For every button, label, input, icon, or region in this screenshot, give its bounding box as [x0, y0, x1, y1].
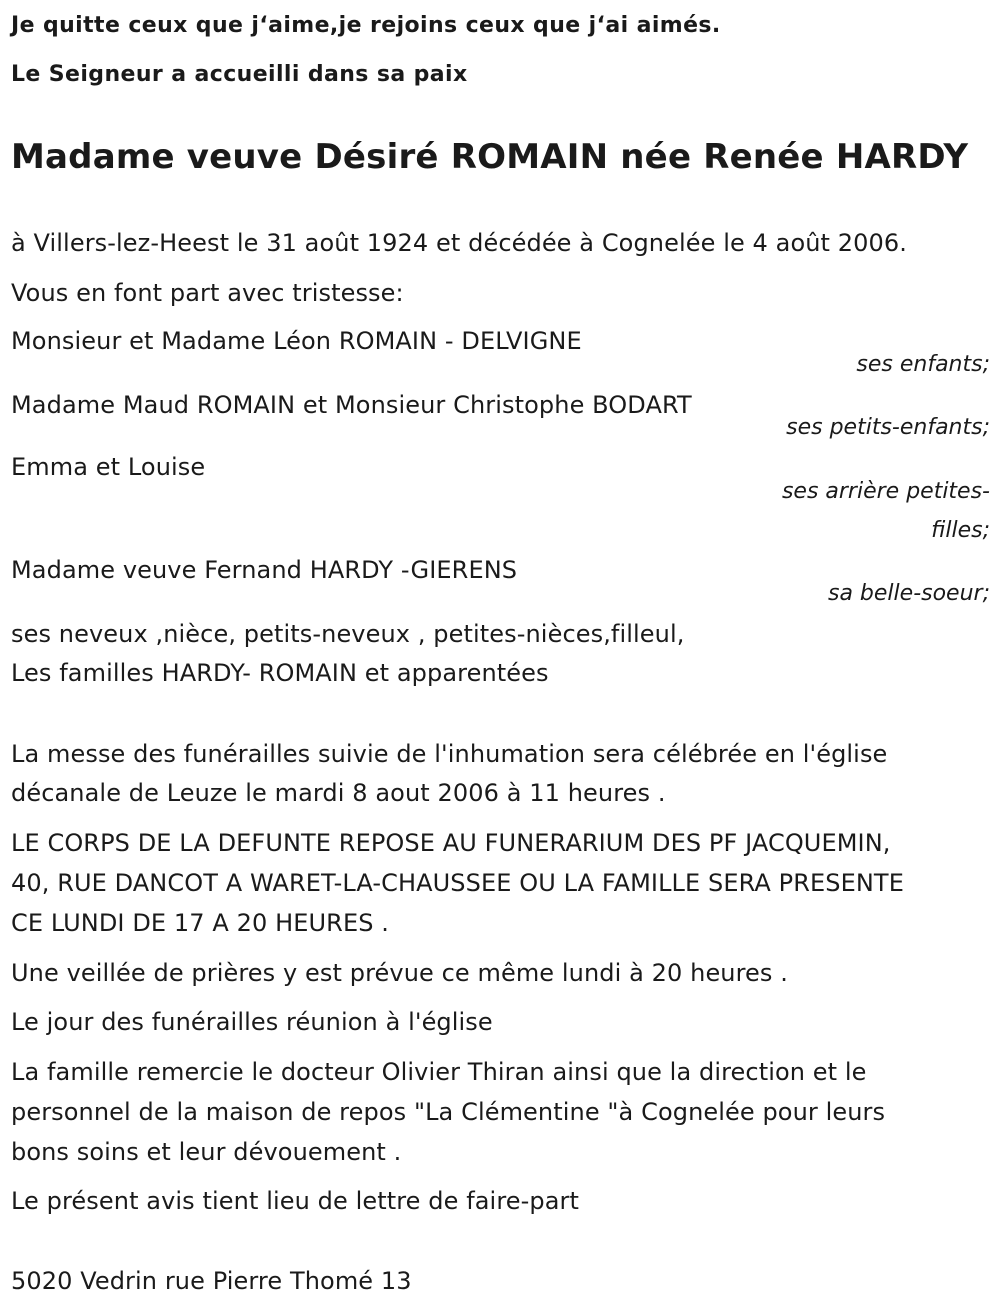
- family-member-grandchildren: Madame Maud ROMAIN et Monsieur Christophe BODART: [11, 391, 692, 419]
- epigraph-line-1: Je quitte ceux que j‘aime,je rejoins ceux que j‘ai aimés.: [11, 13, 721, 38]
- relation-great-grandchildren-line-2: filles;: [931, 518, 990, 543]
- others-line-1: ses neveux ,nièce, petits-neveux , petites-nièces,filleul,: [11, 620, 685, 648]
- family-member-sister-in-law: Madame veuve Fernand HARDY -GIERENS: [11, 556, 518, 584]
- body-rest-line-3: CE LUNDI DE 17 A 20 HEURES .: [11, 909, 389, 937]
- funeral-mass-line-2: décanale de Leuze le mardi 8 aout 2006 à 11 heures .: [11, 779, 666, 807]
- relation-grandchildren: ses petits-enfants;: [786, 415, 990, 440]
- thanks-line-2: personnel de la maison de repos "La Clémentine "à Cognelée pour leurs: [11, 1098, 886, 1126]
- family-member-children: Monsieur et Madame Léon ROMAIN - DELVIGNE: [11, 327, 582, 355]
- relation-sister-in-law: sa belle-soeur;: [828, 581, 990, 606]
- meeting-line: Le jour des funérailles réunion à l'église: [11, 1008, 493, 1036]
- address-line: 5020 Vedrin rue Pierre Thomé 13: [11, 1267, 412, 1295]
- body-rest-line-2: 40, RUE DANCOT A WARET-LA-CHAUSSEE OU LA FAMILLE SERA PRESENTE: [11, 869, 904, 897]
- family-member-great-grandchildren: Emma et Louise: [11, 453, 206, 481]
- deceased-name: Madame veuve Désiré ROMAIN née Renée HARDY: [11, 137, 969, 177]
- relation-children: ses enfants;: [856, 352, 990, 377]
- funeral-mass-line-1: La messe des funérailles suivie de l'inhumation sera célébrée en l'église: [11, 740, 888, 768]
- vigil-line: Une veillée de prières y est prévue ce même lundi à 20 heures .: [11, 959, 788, 987]
- relation-great-grandchildren-line-1: ses arrière petites-: [781, 479, 990, 504]
- thanks-line-3: bons soins et leur dévouement .: [11, 1138, 402, 1166]
- others-line-2: Les familles HARDY- ROMAIN et apparentées: [11, 659, 549, 687]
- body-rest-line-1: LE CORPS DE LA DEFUNTE REPOSE AU FUNERARIUM DES PF JACQUEMIN,: [11, 829, 891, 857]
- thanks-line-1: La famille remercie le docteur Olivier Thiran ainsi que la direction et le: [11, 1058, 867, 1086]
- epigraph-line-2: Le Seigneur a accueilli dans sa paix: [11, 62, 468, 87]
- announcement-intro: Vous en font part avec tristesse:: [11, 279, 404, 307]
- notice-line: Le présent avis tient lieu de lettre de faire-part: [11, 1187, 580, 1215]
- birth-death-line: à Villers-lez-Heest le 31 août 1924 et décédée à Cognelée le 4 août 2006.: [11, 229, 908, 257]
